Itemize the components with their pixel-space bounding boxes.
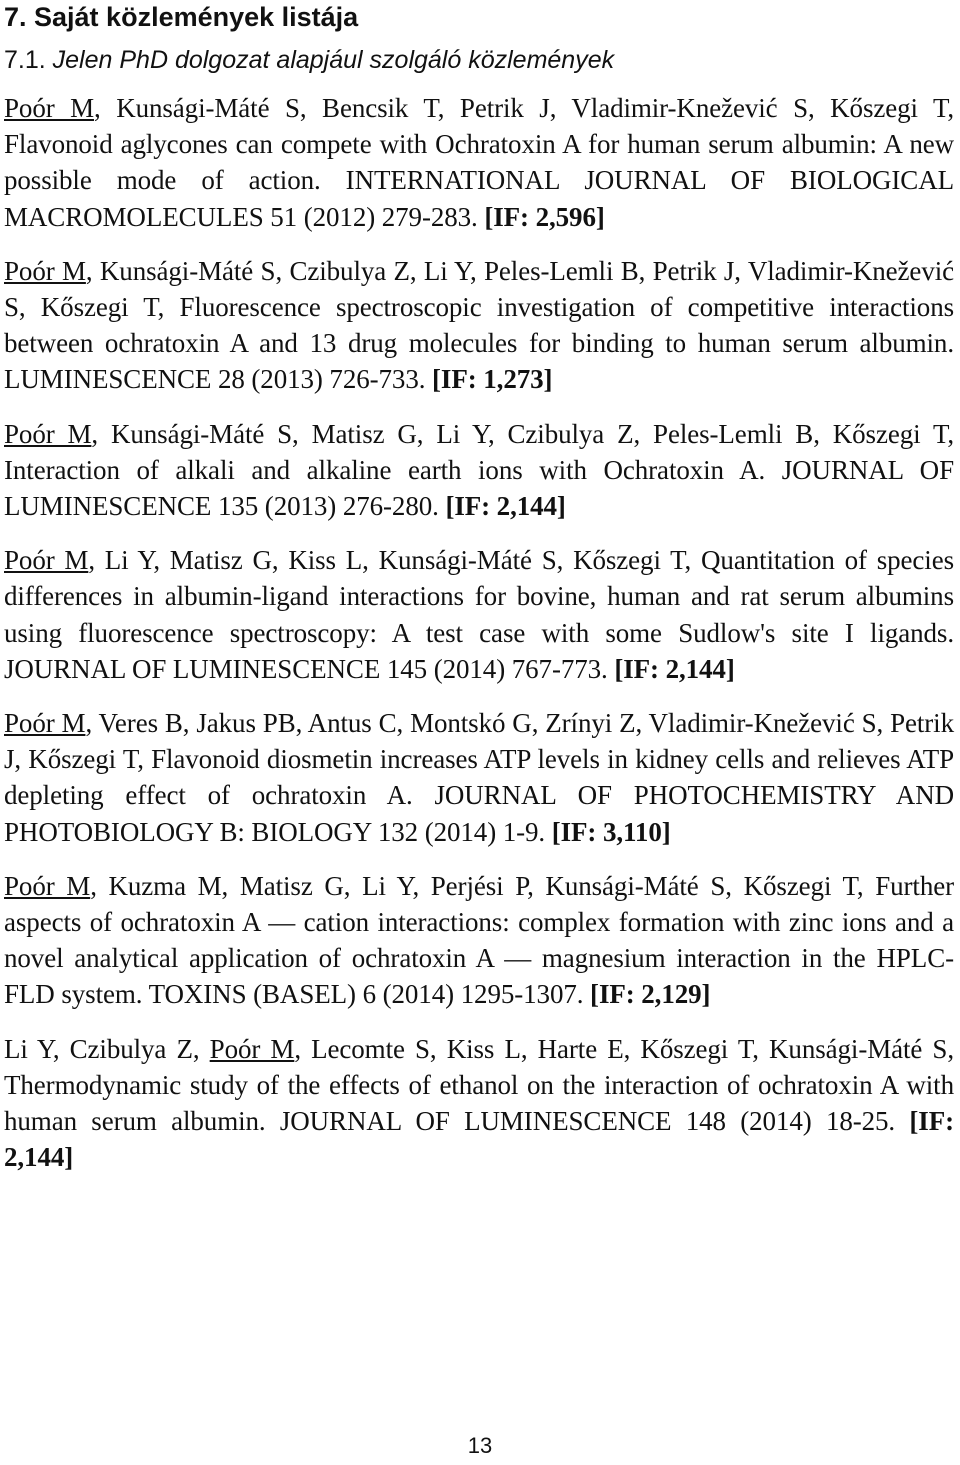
- reference-self-author: Poór M: [4, 255, 86, 286]
- subsection-number: 7.1.: [4, 46, 46, 74]
- reference-impact-factor: [IF: 2,129]: [590, 979, 711, 1010]
- page-number: 13: [467, 1433, 493, 1458]
- document-page: [4, 0, 954, 1193]
- reference-body: , Kunsági-Máté S, Matisz G, Li Y, Czibulya Z, Peles-Lemli B, Kőszegi T, Interaction of alkali and alkaline earth ions with Ochratoxin A. JOURNAL OF LUMINESCENCE 135 (2013) 276-280.: [4, 418, 954, 522]
- reference-impact-factor: [IF: 2,144]: [614, 653, 735, 684]
- reference-impact-factor: [IF: 2,596]: [484, 201, 605, 232]
- subsection-title: Jelen PhD dolgozat alapjául szolgáló közlemények: [52, 46, 615, 74]
- reference-self-author: Poór M: [209, 1033, 295, 1064]
- reference-impact-factor: [IF: 2,144]: [4, 1106, 954, 1173]
- reference-impact-factor: [IF: 1,273]: [432, 364, 553, 395]
- subsection-heading: [4, 43, 954, 77]
- reference-impact-factor: [IF: 2,144]: [445, 491, 566, 522]
- reference-body: , Kuzma M, Matisz G, Li Y, Perjési P, Kunsági-Máté S, Kőszegi T, Further aspects of ochratoxin A ― cation interactions: complex formation with zinc ions and a novel analytical application of ochratoxin A ― magnesium interaction in the HPLC-FLD system. TOXINS (BASEL) 6 (2014) 1295-1307.: [4, 870, 955, 1010]
- reference-item: [4, 705, 954, 850]
- reference-item: [4, 416, 954, 525]
- reference-self-author: Poór M: [4, 93, 95, 123]
- reference-list: [4, 90, 954, 1175]
- reference-body: , Kunsági-Máté S, Bencsik T, Petrik J, Vladimir-Knežević S, Kőszegi T, Flavonoid aglycones can compete with Ochratoxin A for human serum albumin: A new possible mode of action. INTERNATIONAL JOURNAL OF BIOLOGICAL MACROMOLECULES 51 (2012) 279-283.: [4, 93, 954, 232]
- reference-body: , Li Y, Matisz G, Kiss L, Kunsági-Máté S, Kőszegi T, Quantitation of species differences in albumin-ligand interactions for bovine, human and rat serum albumins using fluorescence spectroscopy: A test case with some Sudlow's site I ligands. JOURNAL OF LUMINESCENCE 145 (2014) 767-773.: [4, 545, 954, 684]
- reference-self-author: Poór M: [4, 545, 89, 576]
- reference-self-author: Poór M: [4, 418, 92, 449]
- reference-item: [4, 253, 954, 398]
- reference-body: , Lecomte S, Kiss L, Harte E, Kőszegi T, Kunsági-Máté S, Thermodynamic study of the effects of ethanol on the interaction of ochratoxin A with human serum albumin. JOURNAL OF LUMINESCENCE 148 (2014) 18-25.: [4, 1033, 954, 1137]
- reference-self-author: Poór M: [4, 708, 86, 739]
- reference-self-author: Poór M: [4, 870, 91, 901]
- reference-impact-factor: [IF: 3,110]: [551, 816, 671, 847]
- reference-authors-before: Li Y, Czibulya Z,: [4, 1033, 210, 1064]
- reference-body: , Kunsági-Máté S, Czibulya Z, Li Y, Peles-Lemli B, Petrik J, Vladimir-Knežević S, Kőszegi T, Fluorescence spectroscopic investigation of competitive interactions between ochratoxin A and 13 drug molecules for binding to human serum albumin. LUMINESCENCE 28 (2013) 726-733.: [4, 255, 955, 395]
- reference-item: [4, 1031, 954, 1176]
- reference-item: [4, 542, 954, 687]
- reference-item: [4, 868, 954, 1013]
- reference-body: , Veres B, Jakus PB, Antus C, Montskó G, Zrínyi Z, Vladimir-Knežević S, Petrik J, Kőszegi T, Flavonoid diosmetin increases ATP levels in kidney cells and relieves ATP depleting effect of ochratoxin A. JOURNAL OF PHOTOCHEMISTRY AND PHOTOBIOLOGY B: BIOLOGY 132 (2014) 1-9.: [4, 708, 954, 847]
- section-heading: 7. Saját közlemények listája: [4, 2, 359, 32]
- reference-item: [4, 90, 954, 235]
